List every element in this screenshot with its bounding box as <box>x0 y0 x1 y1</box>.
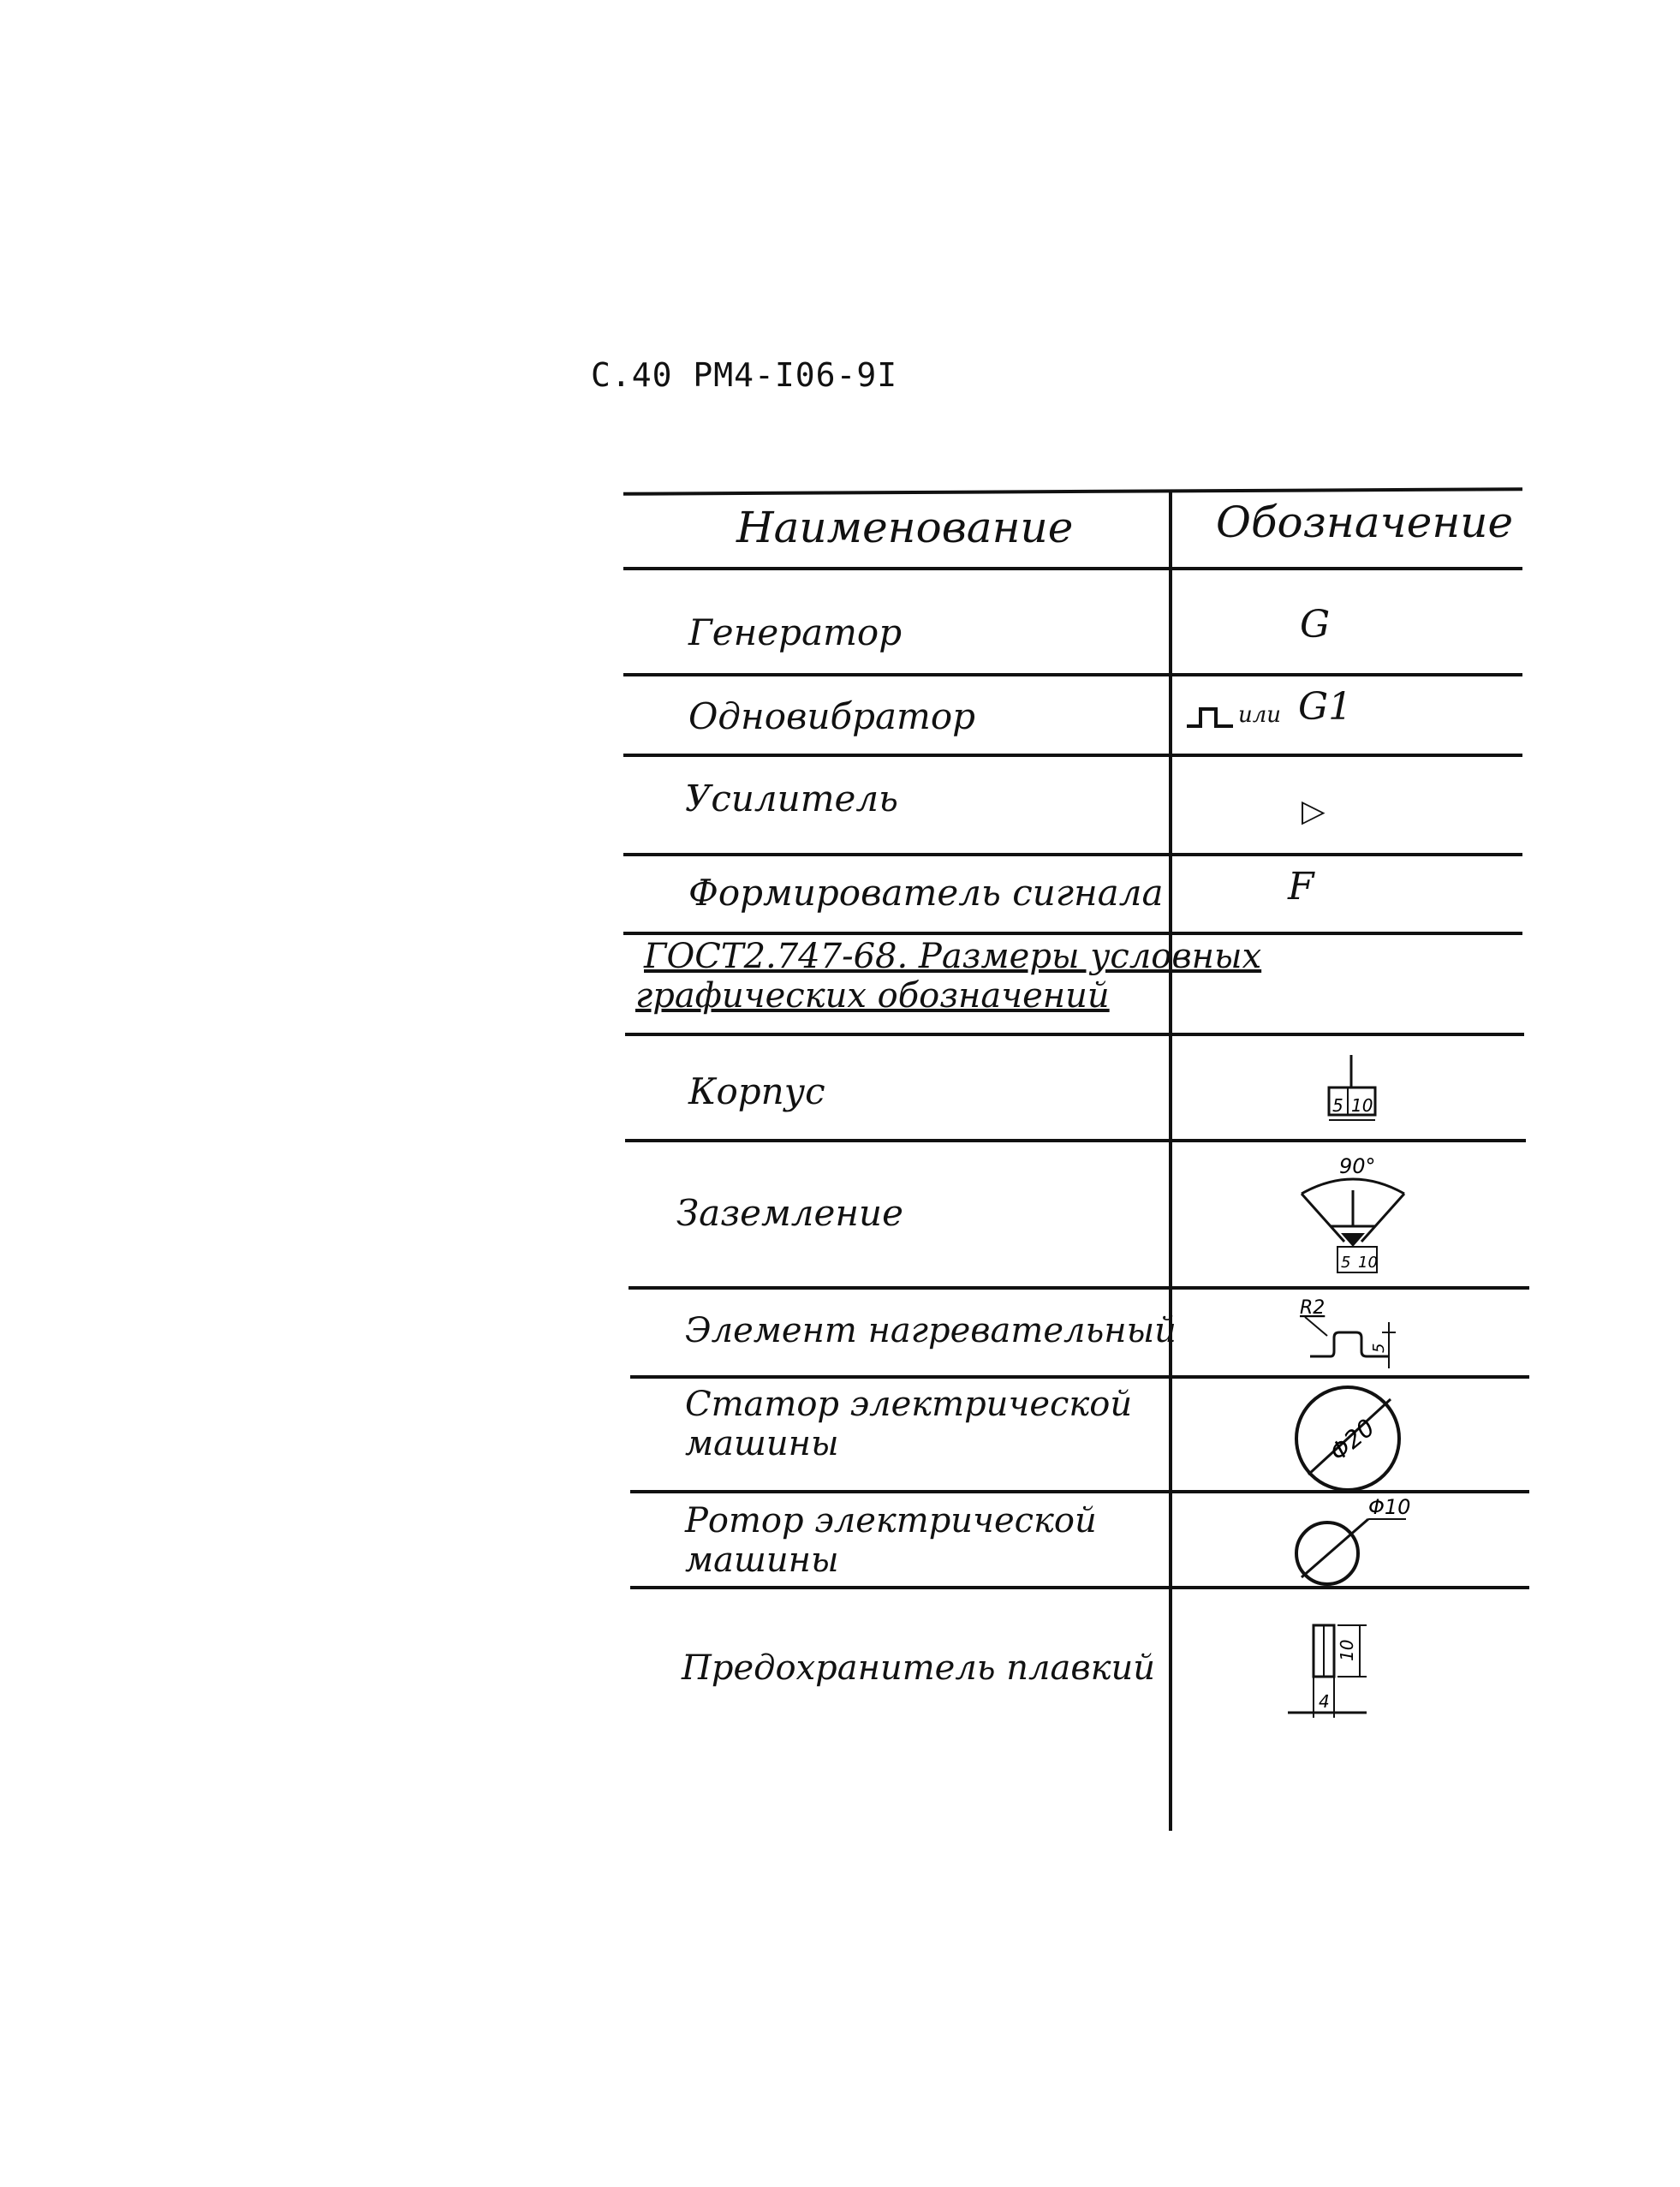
dim-label: 5 <box>1332 1095 1343 1116</box>
stator-circle-icon <box>1288 1379 1408 1499</box>
angle-label: 90° <box>1339 1154 1376 1178</box>
symbol-or-label: или <box>1238 702 1282 728</box>
row-name: Генератор <box>688 611 903 653</box>
table-rule <box>623 567 1522 570</box>
column-header-symbol: Обозначение <box>1216 498 1514 547</box>
row-name: Предохранитель плавкий <box>682 1648 1156 1688</box>
housing-symbol-icon <box>1326 1055 1394 1132</box>
row-name: Усилитель <box>685 778 899 819</box>
dim-label: 5 <box>1341 1254 1351 1272</box>
fuse-symbol-icon <box>1284 1615 1387 1726</box>
page-header: С.40 РМ4-I06-9I <box>591 356 898 394</box>
diameter-label: Φ20 <box>1324 1413 1380 1467</box>
row-name: Формирователь сигнала <box>688 872 1164 914</box>
section-title-line1: ГОСТ2.747-68. Размеры условных <box>644 937 1262 976</box>
section-title-line2: графических обозначений <box>635 976 1110 1016</box>
table-rule <box>629 1286 1529 1290</box>
row-symbol: F <box>1288 865 1314 909</box>
row-name: Одновибратор <box>688 695 976 737</box>
table-rule <box>623 754 1522 757</box>
height-label: 5 <box>1370 1343 1388 1353</box>
row-name-line1: Статор электрической <box>685 1385 1133 1424</box>
table-rule <box>625 1033 1524 1036</box>
pulse-icon <box>1185 700 1236 735</box>
table-rule <box>623 487 1522 495</box>
width-label: 4 <box>1319 1691 1330 1712</box>
height-label: 10 <box>1337 1639 1357 1661</box>
column-divider <box>1169 490 1172 1831</box>
grounding-symbol-icon <box>1293 1147 1413 1276</box>
diameter-label: Φ10 <box>1368 1495 1411 1519</box>
rotor-circle-icon <box>1290 1497 1418 1591</box>
table-rule <box>623 673 1522 676</box>
table-rule <box>625 1139 1526 1142</box>
row-name-line1: Ротор электрической <box>685 1501 1097 1540</box>
row-name: Элемент нагревательный <box>685 1311 1177 1350</box>
row-name-line2: машины <box>685 1540 839 1580</box>
row-name: Корпус <box>688 1070 825 1112</box>
dim-label: 10 <box>1358 1254 1378 1272</box>
amplifier-triangle-icon: ▷ <box>1302 794 1326 829</box>
radius-label: R2 <box>1300 1297 1326 1319</box>
row-name-line2: машины <box>685 1424 839 1463</box>
row-symbol: G <box>1300 603 1331 647</box>
heating-element-icon <box>1293 1291 1413 1368</box>
table-rule <box>623 932 1522 935</box>
row-symbol: G1 <box>1298 685 1353 729</box>
column-header-name: Наименование <box>736 503 1074 552</box>
table-rule <box>623 853 1522 856</box>
row-name: Заземление <box>676 1192 903 1234</box>
dim-label: 10 <box>1351 1095 1373 1116</box>
